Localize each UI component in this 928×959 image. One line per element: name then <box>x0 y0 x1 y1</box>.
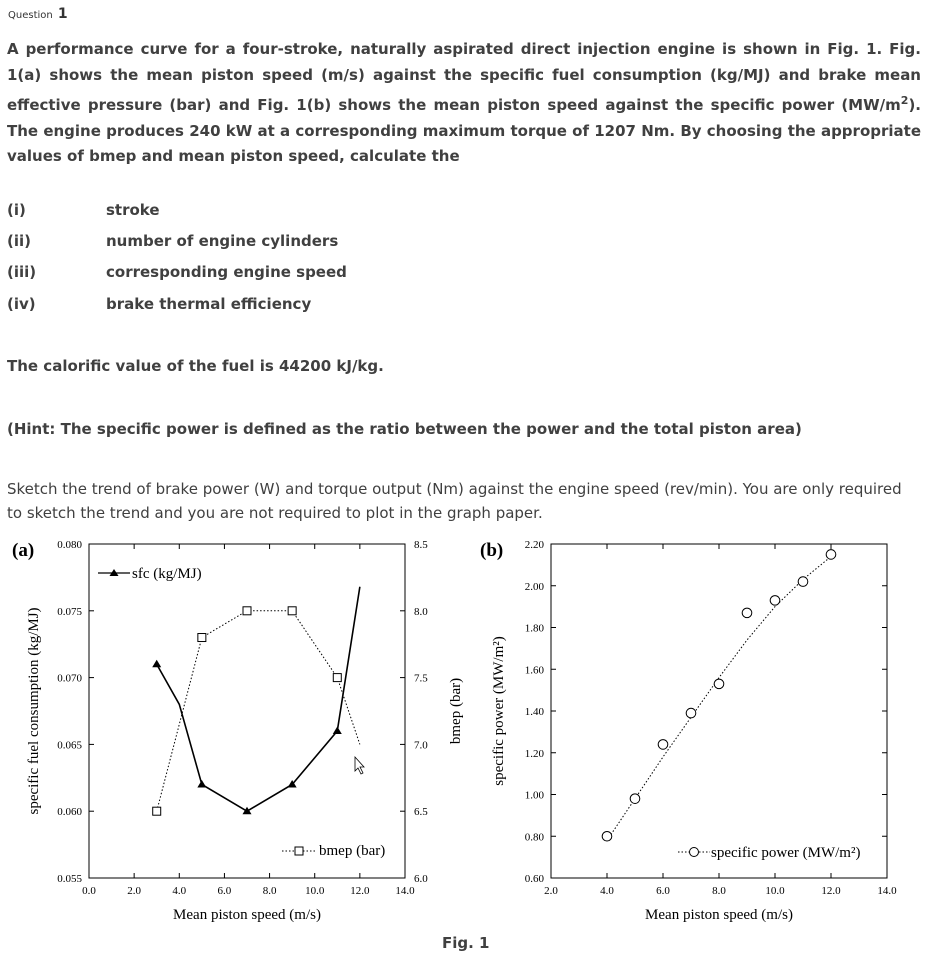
specific-power-point <box>770 596 780 606</box>
figure-svg <box>0 532 914 925</box>
chart-a-y-tick-label: 0.075 <box>57 605 82 618</box>
sketch-instruction: Sketch the trend of brake power (W) and torque output (Nm) against the engine speed (rev/min). You are only required to sketch the trend and you are not required to plot in the graph paper. <box>7 480 902 522</box>
chart-a-y-tick-label: 0.060 <box>57 806 82 819</box>
sfc-series-line <box>157 587 360 811</box>
specific-power-point <box>630 794 640 804</box>
chart-a-ylabel: specific fuel consumption (kg/MJ) <box>26 607 42 815</box>
bmep-series-line <box>157 611 360 811</box>
sfc-point <box>152 660 161 668</box>
chart-a-x-tick-label: 12.0 <box>350 885 370 897</box>
chart-b-plot-frame <box>551 544 887 878</box>
bmep-point <box>153 807 161 815</box>
chart-b-y-tick-label: 0.80 <box>524 831 544 844</box>
legend-bmep-marker <box>295 847 303 855</box>
sfc-point <box>333 727 342 735</box>
specific-power-trend-line <box>607 557 831 841</box>
question-intro <box>7 37 921 170</box>
chart-a-y-tick-label: 0.070 <box>57 672 82 685</box>
chart-a-y-tick-label: 0.065 <box>57 739 82 752</box>
chart-b-y-tick-label: 1.40 <box>524 706 544 718</box>
chart-a <box>12 539 464 923</box>
figure-1 <box>0 532 914 925</box>
bmep-point <box>243 607 251 615</box>
chart-b <box>480 539 897 923</box>
item-text: corresponding engine speed <box>106 263 347 281</box>
chart-b-x-tick-label: 6.0 <box>656 885 670 897</box>
legend-bmep-label: bmep (bar) <box>319 843 386 859</box>
chart-a-x-tick-label: 0.0 <box>82 885 96 897</box>
item-text: stroke <box>106 201 160 219</box>
specific-power-point <box>742 608 752 618</box>
specific-power-point <box>602 831 612 841</box>
chart-a-y2-tick-label: 6.5 <box>414 806 428 819</box>
chart-b-x-tick-label: 12.0 <box>821 885 841 897</box>
chart-b-x-tick-label: 2.0 <box>544 885 558 897</box>
item-number: (ii) <box>7 232 31 250</box>
chart-a-y2-tick-label: 8.0 <box>414 605 428 618</box>
bmep-point <box>198 634 206 642</box>
chart-b-x-tick-label: 14.0 <box>877 885 897 897</box>
legend-specific-power-label: specific power (MW/m²) <box>711 845 861 861</box>
item-number: (iii) <box>7 263 37 281</box>
chart-a-x-tick-label: 6.0 <box>217 885 232 897</box>
bmep-point <box>333 674 341 682</box>
chart-b-y-tick-label: 2.20 <box>524 539 544 551</box>
chart-b-y-tick-label: 0.60 <box>524 873 544 885</box>
chart-a-x-tick-label: 10.0 <box>305 885 325 897</box>
question-label-text: Question <box>8 10 53 21</box>
chart-a-legend <box>98 566 385 859</box>
chart-b-ylabel: specific power (MW/m²) <box>491 636 507 786</box>
sfc-point <box>197 780 206 788</box>
chart-b-y-tick-label: 1.20 <box>524 747 544 760</box>
question-number: 1 <box>57 6 68 22</box>
chart-b-y-tick-label: 1.00 <box>524 789 544 802</box>
chart-a-y-tick-label: 0.055 <box>57 873 82 885</box>
chart-a-xlabel: Mean piston speed (m/s) <box>173 907 321 923</box>
chart-b-y-tick-label: 2.00 <box>524 580 544 593</box>
calorific-value-text: The calorific value of the fuel is 44200 kJ/kg. <box>7 357 384 375</box>
figure-caption: Fig. 1 <box>442 934 490 952</box>
question-label <box>8 6 68 22</box>
chart-a-x-tick-label: 2.0 <box>127 885 142 897</box>
chart-b-y-tick-label: 1.60 <box>524 664 544 677</box>
item-text: number of engine cylinders <box>106 232 339 250</box>
intro-text-2: ). The engine produces 240 kW at a corresponding maximum torque of 1207 Nm. By choosing the appropriate values of bmep and mean piston speed, calculate the <box>7 96 921 165</box>
specific-power-point <box>658 740 668 750</box>
mouse-cursor-icon <box>355 757 364 774</box>
chart-b-x-tick-label: 10.0 <box>765 885 785 897</box>
chart-a-y2-tick-label: 6.0 <box>414 873 428 885</box>
specific-power-point <box>798 577 808 587</box>
chart-a-plot-frame <box>89 544 405 878</box>
chart-b-x-tick-label: 8.0 <box>712 885 726 897</box>
specific-power-point <box>826 550 836 560</box>
intro-sup: 2 <box>900 94 909 107</box>
bmep-point <box>288 607 296 615</box>
chart-a-x-tick-label: 14.0 <box>395 885 415 897</box>
item-number: (i) <box>7 201 26 219</box>
specific-power-point <box>686 708 696 718</box>
item-text: brake thermal efficiency <box>106 295 312 313</box>
item-number: (iv) <box>7 295 36 313</box>
chart-a-y2-tick-label: 7.0 <box>414 739 428 752</box>
chart-b-panel-label: (b) <box>480 540 504 561</box>
chart-a-panel-label: (a) <box>12 540 35 561</box>
chart-b-y-tick-label: 1.80 <box>524 622 544 635</box>
sfc-point <box>243 807 252 815</box>
hint-text: (Hint: The specific power is defined as the ratio between the power and the total piston area) <box>7 420 802 438</box>
specific-power-point <box>714 679 724 689</box>
chart-a-y2-tick-label: 8.5 <box>414 539 428 551</box>
chart-a-y2-tick-label: 7.5 <box>414 672 428 685</box>
chart-a-y2label: bmep (bar) <box>448 677 464 745</box>
legend-sfc-label: sfc (kg/MJ) <box>132 566 202 582</box>
chart-a-y-tick-label: 0.080 <box>57 539 82 551</box>
chart-b-xlabel: Mean piston speed (m/s) <box>645 907 793 923</box>
legend-specific-power-marker <box>690 848 699 857</box>
chart-a-x-tick-label: 8.0 <box>262 885 277 897</box>
chart-b-legend <box>678 845 860 861</box>
intro-text-1: A performance curve for a four-stroke, naturally aspirated direct injection engine is shown in Fig. 1. Fig. 1(a) shows the mean piston speed (m/s) against the specific fuel consumption (kg/MJ) and brake mean effective pressure (bar) and Fig. 1(b) shows the mean piston speed against the specific power (MW/m <box>7 40 921 114</box>
chart-b-x-tick-label: 4.0 <box>600 885 614 897</box>
chart-a-x-tick-label: 4.0 <box>172 885 187 897</box>
